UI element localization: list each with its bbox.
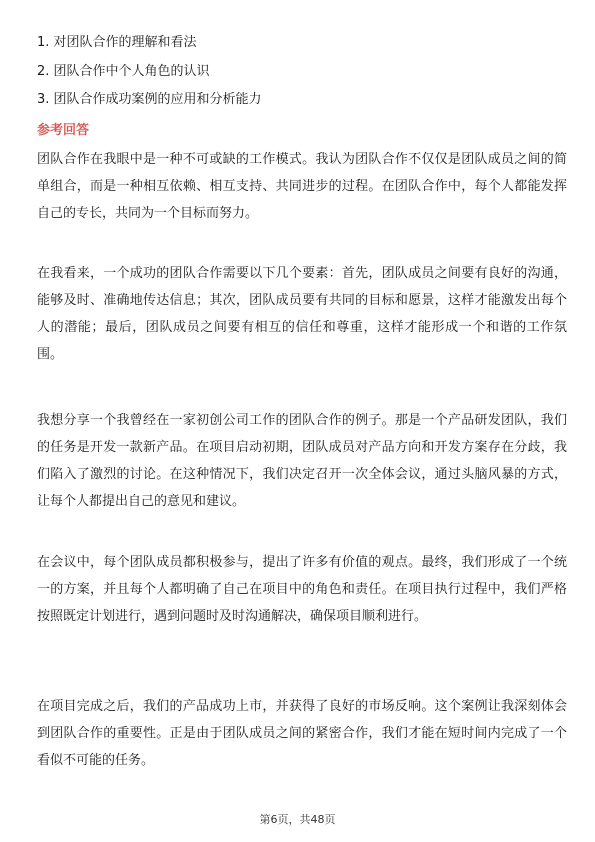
answer-paragraph-4: 在会议中，每个团队成员都积极参与，提出了许多有价值的观点。最终，我们形成了一个统一的方案，并且每个人都明确了自己在项目中的角色和责任。在项目执行过程中，我们严格按照既定计划进行，遇到问题时及时沟通解决，确保项目顺利进行。 [37,555,567,624]
answer-paragraph-3: 我想分享一个我曾经在一家初创公司工作的团队合作的例子。那是一个产品研发团队，我们的任务是开发一款新产品。在项目启动初期，团队成员对产品方向和开发方案存在分歧，我们陷入了激烈的讨论。在这种情况下，我们决定召开一次全体会议，通过头脑风暴的方式，让每个人都提出自己的意见和建议。 [37,413,567,509]
answer-paragraph-1: 团队合作在我眼中是一种不可或缺的工作模式。我认为团队合作不仅仅是团队成员之间的简单组合，而是一种相互依赖、相互支持、共同进步的过程。在团队合作中，每个人都能发挥自己的专长，共同为一个目标而努力。 [37,152,567,221]
question-item-1: 1. 对团队合作的理解和看法 [37,35,197,50]
answer-paragraph-2: 在我看来，一个成功的团队合作需要以下几个要素：首先，团队成员之间要有良好的沟通，能够及时、准确地传达信息；其次，团队成员要有共同的目标和愿景，这样才能激发出每个人的潜能；最后，团队成员之间要有相互的信任和尊重，这样才能形成一个和谐的工作氛围。 [37,266,567,362]
question-item-2: 2. 团队合作中个人角色的认识 [37,63,210,79]
question-list [37,35,262,121]
question-item-3: 3. 团队合作成功案例的应用和分析能力 [37,92,262,107]
page-footer: 第6页，共48页 [259,813,336,826]
answer-paragraph-5: 在项目完成之后，我们的产品成功上市，并获得了良好的市场反响。这个案例让我深刻体会到团队合作的重要性。正是由于团队成员之间的紧密合作，我们才能在短时间内完成了一个看似不可能的任务。 [37,699,567,768]
answer-heading: 参考回答 [37,123,90,138]
